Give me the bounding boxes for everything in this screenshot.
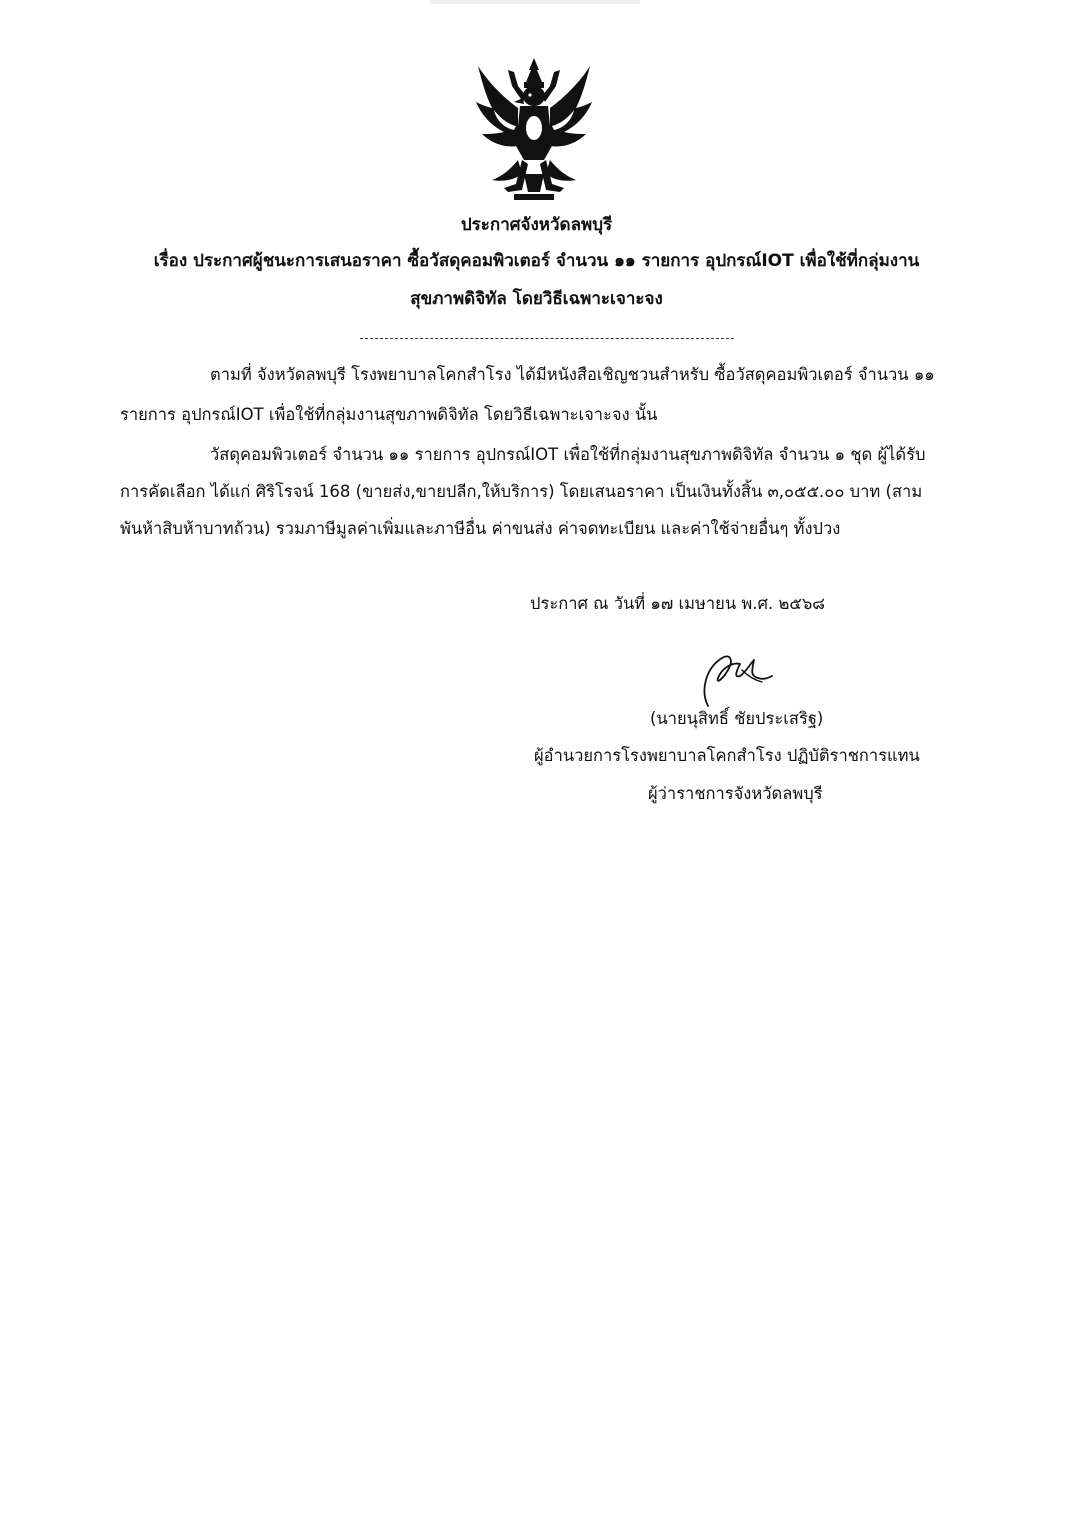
garuda-emblem-icon: [474, 56, 594, 204]
body-line-5: พันห้าสิบห้าบาทถ้วน) รวมภาษีมูลค่าเพิ่มและภาษีอื่น ค่าขนส่ง ค่าจดทะเบียน และค่าใช้จ่ายอื่นๆ ทั้งปวง: [120, 519, 841, 538]
issuer-title: ประกาศจังหวัดลพบุรี: [460, 215, 613, 235]
body-line-4: การคัดเลือก ได้แก่ ศิริโรจน์ 168 (ขายส่ง,ขายปลีก,ให้บริการ) โดยเสนอราคา เป็นเงินทั้งสิ้น ๓,๐๕๕.๐๐ บาท (สาม: [120, 482, 923, 501]
title-divider: [360, 338, 734, 339]
signer-position-1: ผู้อำนวยการโรงพยาบาลโคกสำโรง ปฏิบัติราชการแทน: [534, 746, 920, 765]
body-line-2: รายการ อุปกรณ์IOT เพื่อใช้ที่กลุ่มงานสุขภาพดิจิทัล โดยวิธีเฉพาะเจาะจง นั้น: [120, 405, 658, 424]
signer-position-2: ผู้ว่าราชการจังหวัดลพบุรี: [648, 784, 823, 803]
handwritten-signature: [696, 650, 774, 708]
body-line-3: วัสดุคอมพิวเตอร์ จำนวน ๑๑ รายการ อุปกรณ์IOT เพื่อใช้ที่กลุ่มงานสุขภาพดิจิทัล จำนวน ๑ ชุด ผู้ได้รับ: [210, 445, 926, 464]
subject-line-1: เรื่อง ประกาศผู้ชนะการเสนอราคา ซื้อวัสดุคอมพิวเตอร์ จำนวน ๑๑ รายการ อุปกรณ์IOT เพื่อใช้ที่กลุ่มงาน: [153, 251, 920, 271]
subject-line-2: สุขภาพดิจิทัล โดยวิธีเฉพาะเจาะจง: [410, 289, 663, 309]
announcement-date: ประกาศ ณ วันที่ ๑๗ เมษายน พ.ศ. ๒๕๖๘: [530, 594, 826, 613]
scan-edge: [430, 0, 640, 4]
body-line-1: ตามที่ จังหวัดลพบุรี โรงพยาบาลโคกสำโรง ได้มีหนังสือเชิญชวนสำหรับ ซื้อวัสดุคอมพิวเตอร์ จำนวน ๑๑: [210, 365, 935, 384]
signer-name: (นายนุสิทธิ์ ชัยประเสริฐ): [650, 709, 824, 728]
